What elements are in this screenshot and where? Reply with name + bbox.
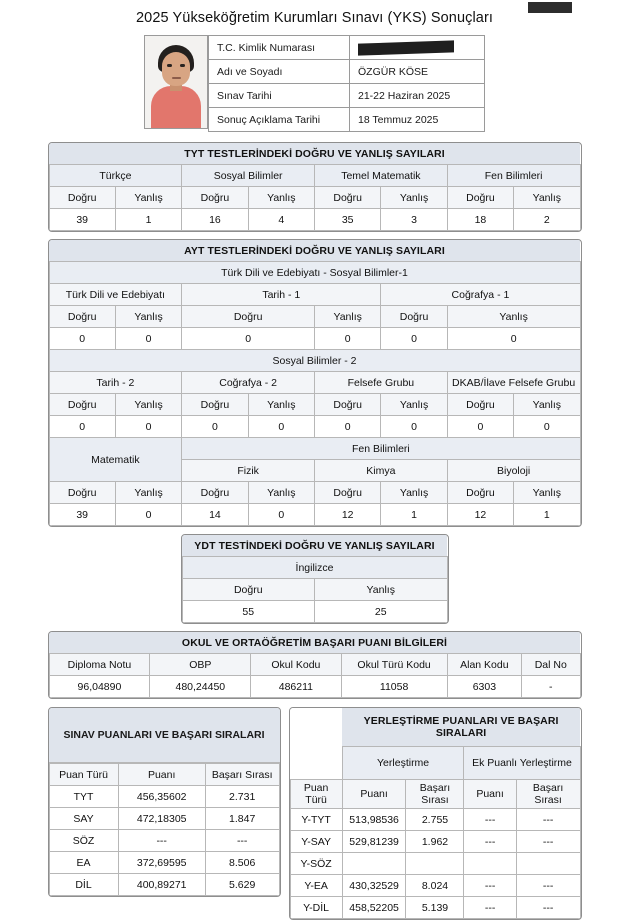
exam-row-dil-sira: 5.629 bbox=[205, 874, 279, 896]
ayt-header: AYT TESTLERİNDEKİ DOĞRU VE YANLIŞ SAYILARI bbox=[49, 240, 580, 262]
redaction-bar-tckn bbox=[358, 40, 454, 55]
ydt-header: YDT TESTİNDEKİ DOĞRU VE YANLIŞ SAYILARI bbox=[182, 535, 447, 557]
placement-col-ek-puani: Puanı bbox=[464, 780, 516, 809]
exam-col-puan-turu: Puan Türü bbox=[49, 764, 118, 786]
ayt-value-tarih1-yanlis: 0 bbox=[315, 328, 381, 350]
ayt-box bbox=[48, 239, 582, 527]
ayt-subject-biyoloji: Biyoloji bbox=[447, 460, 580, 482]
tyt-value-sosyal-dogru: 16 bbox=[182, 209, 248, 231]
ayt-g1-col-dogru-3: Doğru bbox=[381, 306, 447, 328]
table-row bbox=[49, 830, 279, 852]
tyt-subject-turkce: Türkçe bbox=[49, 165, 182, 187]
tyt-col-yanlis-3: Yanlış bbox=[381, 187, 447, 209]
table-row bbox=[49, 394, 580, 416]
ayt-g1-col-dogru-2: Doğru bbox=[182, 306, 315, 328]
photo-eye-left bbox=[167, 64, 172, 67]
tyt-value-turkce-yanlis: 1 bbox=[115, 209, 181, 231]
placement-row-ydil-ek-puan: --- bbox=[464, 897, 516, 919]
placement-group-yerlestirme: Yerleştirme bbox=[342, 747, 464, 780]
ayt-value-edebiyat-dogru: 0 bbox=[49, 328, 115, 350]
ayt-subject-felsefe: Felsefe Grubu bbox=[315, 372, 448, 394]
exam-row-say-puan: 472,18305 bbox=[118, 808, 205, 830]
tyt-col-dogru-1: Doğru bbox=[49, 187, 115, 209]
placement-row-ydil-puan: 458,52205 bbox=[342, 897, 406, 919]
placement-row-ytyt-sira: 2.755 bbox=[406, 809, 464, 831]
ayt-value-cografya2-dogru: 0 bbox=[182, 416, 248, 438]
ydt-box bbox=[181, 534, 449, 624]
table-row bbox=[182, 579, 447, 601]
placement-row-yea-sira: 8.024 bbox=[406, 875, 464, 897]
candidate-photo bbox=[144, 35, 208, 129]
placement-row-ydil-ek-sira: --- bbox=[516, 897, 580, 919]
table-row bbox=[209, 60, 485, 84]
school-box bbox=[48, 631, 582, 699]
tyt-value-fen-dogru: 18 bbox=[447, 209, 513, 231]
ayt-value-edebiyat-yanlis: 0 bbox=[115, 328, 181, 350]
placement-col-ek-basari-sirasi: Başarı Sırası bbox=[516, 780, 580, 809]
ayt-g3-col-yanlis-1: Yanlış bbox=[115, 482, 181, 504]
ayt-value-fizik-dogru: 14 bbox=[182, 504, 248, 526]
tyt-value-sosyal-yanlis: 4 bbox=[248, 209, 314, 231]
table-row bbox=[49, 350, 580, 372]
placement-scores-table bbox=[290, 708, 581, 919]
ayt-g1-col-yanlis-3: Yanlış bbox=[447, 306, 580, 328]
ayt-value-cografya1-dogru: 0 bbox=[381, 328, 447, 350]
placement-row-ydil-tur: Y-DİL bbox=[290, 897, 342, 919]
ayt-group3-title: Fen Bilimleri bbox=[182, 438, 580, 460]
photo-body-shape bbox=[151, 86, 201, 128]
ayt-g1-col-dogru-1: Doğru bbox=[49, 306, 115, 328]
table-row bbox=[290, 831, 580, 853]
tyt-header: TYT TESTLERİNDEKİ DOĞRU VE YANLIŞ SAYILARI bbox=[49, 143, 580, 165]
identity-label-name: Adı ve Soyadı bbox=[209, 60, 350, 84]
table-row bbox=[209, 108, 485, 132]
table-row bbox=[290, 897, 580, 919]
ayt-subject-tarih1: Tarih - 1 bbox=[182, 284, 381, 306]
ayt-g2-col-yanlis-2: Yanlış bbox=[248, 394, 314, 416]
ydt-language: İngilizce bbox=[182, 557, 447, 579]
ayt-g2-col-dogru-1: Doğru bbox=[49, 394, 115, 416]
ayt-value-tarih1-dogru: 0 bbox=[182, 328, 315, 350]
ayt-g3-col-yanlis-2: Yanlış bbox=[248, 482, 314, 504]
ayt-table bbox=[49, 240, 581, 526]
school-value-okul-kodu: 486211 bbox=[251, 676, 341, 698]
page-title: 2025 Yükseköğretim Kurumları Sınavı (YKS) Sonuçları bbox=[135, 10, 494, 26]
placement-row-ysoz-sira bbox=[406, 853, 464, 875]
school-value-okul-turu-kodu: 11058 bbox=[341, 676, 447, 698]
table-row bbox=[49, 632, 580, 654]
placement-row-ytyt-ek-puan: --- bbox=[464, 809, 516, 831]
ayt-subject-fizik: Fizik bbox=[182, 460, 315, 482]
ayt-subject-dkab: DKAB/İlave Felsefe Grubu bbox=[447, 372, 580, 394]
tyt-value-turkce-dogru: 39 bbox=[49, 209, 115, 231]
tyt-col-dogru-4: Doğru bbox=[447, 187, 513, 209]
placement-row-ysay-sira: 1.962 bbox=[406, 831, 464, 853]
redaction-bar-top bbox=[528, 2, 572, 13]
tyt-value-fen-yanlis: 2 bbox=[514, 209, 580, 231]
table-row bbox=[49, 328, 580, 350]
placement-row-yea-ek-sira: --- bbox=[516, 875, 580, 897]
table-row bbox=[290, 747, 580, 780]
placement-row-ysoz-ek-sira bbox=[516, 853, 580, 875]
ayt-value-dkab-dogru: 0 bbox=[447, 416, 513, 438]
placement-row-ysoz-ek-puan bbox=[464, 853, 516, 875]
photo-eye-right bbox=[180, 64, 185, 67]
school-col-obp: OBP bbox=[150, 654, 251, 676]
exam-scores-section bbox=[48, 707, 281, 920]
tyt-table bbox=[49, 143, 581, 231]
school-value-obp: 480,24450 bbox=[150, 676, 251, 698]
exam-row-say-tur: SAY bbox=[49, 808, 118, 830]
table-row bbox=[49, 416, 580, 438]
placement-row-ytyt-tur: Y-TYT bbox=[290, 809, 342, 831]
placement-scores-box bbox=[289, 707, 582, 920]
ayt-subject-tarih2: Tarih - 2 bbox=[49, 372, 182, 394]
ayt-subject-edebiyat: Türk Dili ve Edebiyatı bbox=[49, 284, 182, 306]
tyt-col-dogru-3: Doğru bbox=[315, 187, 381, 209]
placement-row-ysoz-tur: Y-SÖZ bbox=[290, 853, 342, 875]
photo-mouth bbox=[172, 77, 181, 79]
exam-scores-title: SINAV PUANLARI VE BAŞARI SIRALARI bbox=[49, 708, 280, 763]
ayt-g2-col-dogru-3: Doğru bbox=[315, 394, 381, 416]
school-col-alan-kodu: Alan Kodu bbox=[447, 654, 521, 676]
placement-row-yea-tur: Y-EA bbox=[290, 875, 342, 897]
exam-row-ea-tur: EA bbox=[49, 852, 118, 874]
ayt-value-cografya1-yanlis: 0 bbox=[447, 328, 580, 350]
exam-scores-box bbox=[48, 707, 281, 897]
table-row bbox=[49, 654, 580, 676]
ayt-g2-col-dogru-4: Doğru bbox=[447, 394, 513, 416]
table-row bbox=[49, 187, 580, 209]
identity-block bbox=[24, 35, 605, 132]
tyt-section bbox=[48, 142, 582, 232]
ayt-g1-col-yanlis-2: Yanlış bbox=[315, 306, 381, 328]
placement-row-ysay-tur: Y-SAY bbox=[290, 831, 342, 853]
ayt-group2-title: Sosyal Bilimler - 2 bbox=[49, 350, 580, 372]
ayt-g2-col-yanlis-4: Yanlış bbox=[514, 394, 580, 416]
table-row bbox=[49, 852, 279, 874]
table-row bbox=[49, 438, 580, 460]
table-row bbox=[49, 786, 279, 808]
ydt-col-dogru: Doğru bbox=[182, 579, 315, 601]
tyt-col-yanlis-4: Yanlış bbox=[514, 187, 580, 209]
table-row bbox=[49, 165, 580, 187]
ayt-value-kimya-yanlis: 1 bbox=[381, 504, 447, 526]
ayt-g3-col-yanlis-3: Yanlış bbox=[381, 482, 447, 504]
exam-col-basari-sirasi: Başarı Sırası bbox=[205, 764, 279, 786]
table-row bbox=[49, 306, 580, 328]
identity-label-announce-date: Sonuç Açıklama Tarihi bbox=[209, 108, 350, 132]
placement-row-ytyt-puan: 513,98536 bbox=[342, 809, 406, 831]
placement-scores-title: YERLEŞTİRME PUANLARI VE BAŞARI SIRALARI bbox=[342, 708, 580, 747]
table-row bbox=[290, 708, 580, 747]
ayt-value-tarih2-dogru: 0 bbox=[49, 416, 115, 438]
ayt-value-biyoloji-yanlis: 1 bbox=[514, 504, 580, 526]
ayt-value-felsefe-yanlis: 0 bbox=[381, 416, 447, 438]
tyt-col-dogru-2: Doğru bbox=[182, 187, 248, 209]
school-value-alan-kodu: 6303 bbox=[447, 676, 521, 698]
table-row bbox=[182, 535, 447, 557]
ydt-col-yanlis: Yanlış bbox=[315, 579, 448, 601]
table-row bbox=[49, 676, 580, 698]
table-row bbox=[290, 809, 580, 831]
identity-label-exam-date: Sınav Tarihi bbox=[209, 84, 350, 108]
ayt-value-biyoloji-dogru: 12 bbox=[447, 504, 513, 526]
school-col-diploma: Diploma Notu bbox=[49, 654, 150, 676]
school-header: OKUL VE ORTAÖĞRETİM BAŞARI PUANI BİLGİLERİ bbox=[49, 632, 580, 654]
placement-row-yea-ek-puan: --- bbox=[464, 875, 516, 897]
exam-row-ea-sira: 8.506 bbox=[205, 852, 279, 874]
exam-row-tyt-puan: 456,35602 bbox=[118, 786, 205, 808]
ayt-g3-col-dogru-4: Doğru bbox=[447, 482, 513, 504]
ayt-value-tarih2-yanlis: 0 bbox=[115, 416, 181, 438]
ayt-g3-col-dogru-3: Doğru bbox=[315, 482, 381, 504]
ayt-subject-cografya2: Coğrafya - 2 bbox=[182, 372, 315, 394]
ayt-g3-col-dogru-2: Doğru bbox=[182, 482, 248, 504]
identity-label-tckn: T.C. Kimlik Numarası bbox=[209, 36, 350, 60]
placement-row-ytyt-ek-sira: --- bbox=[516, 809, 580, 831]
ayt-value-dkab-yanlis: 0 bbox=[514, 416, 580, 438]
school-section bbox=[48, 631, 582, 699]
ayt-value-cografya2-yanlis: 0 bbox=[248, 416, 314, 438]
placement-row-yea-puan: 430,32529 bbox=[342, 875, 406, 897]
tyt-box bbox=[48, 142, 582, 232]
exam-row-dil-tur: DİL bbox=[49, 874, 118, 896]
ayt-group1-title: Türk Dili ve Edebiyatı - Sosyal Bilimler-1 bbox=[49, 262, 580, 284]
exam-row-soz-puan: --- bbox=[118, 830, 205, 852]
identity-table bbox=[208, 35, 485, 132]
identity-value-tckn bbox=[350, 36, 485, 60]
exam-row-tyt-sira: 2.731 bbox=[205, 786, 279, 808]
ydt-section bbox=[181, 534, 449, 624]
ayt-value-matematik-dogru: 39 bbox=[49, 504, 115, 526]
table-row bbox=[290, 853, 580, 875]
ayt-g1-col-yanlis-1: Yanlış bbox=[115, 306, 181, 328]
placement-row-ysay-ek-sira: --- bbox=[516, 831, 580, 853]
school-value-dal-no: - bbox=[522, 676, 580, 698]
school-col-okul-turu-kodu: Okul Türü Kodu bbox=[341, 654, 447, 676]
table-row bbox=[209, 84, 485, 108]
identity-value-name: ÖZGÜR KÖSE bbox=[350, 60, 485, 84]
ayt-value-matematik-yanlis: 0 bbox=[115, 504, 181, 526]
exam-row-dil-puan: 400,89271 bbox=[118, 874, 205, 896]
ayt-subject-kimya: Kimya bbox=[315, 460, 448, 482]
tyt-col-yanlis-2: Yanlış bbox=[248, 187, 314, 209]
photo-face-shape bbox=[162, 52, 190, 86]
identity-value-announce-date: 18 Temmuz 2025 bbox=[350, 108, 485, 132]
ayt-subject-matematik: Matematik bbox=[49, 438, 182, 482]
ayt-g2-col-dogru-2: Doğru bbox=[182, 394, 248, 416]
ayt-section bbox=[48, 239, 582, 527]
placement-col-puan-turu: Puan Türü bbox=[290, 780, 342, 809]
tyt-subject-matematik: Temel Matematik bbox=[315, 165, 448, 187]
table-row bbox=[49, 284, 580, 306]
tyt-value-matematik-yanlis: 3 bbox=[381, 209, 447, 231]
exam-row-soz-tur: SÖZ bbox=[49, 830, 118, 852]
table-row bbox=[49, 808, 279, 830]
tyt-subject-sosyal: Sosyal Bilimler bbox=[182, 165, 315, 187]
exam-col-puani: Puanı bbox=[118, 764, 205, 786]
table-row bbox=[49, 372, 580, 394]
placement-col-puani: Puanı bbox=[342, 780, 406, 809]
ayt-value-felsefe-dogru: 0 bbox=[315, 416, 381, 438]
tyt-col-yanlis-1: Yanlış bbox=[115, 187, 181, 209]
table-row bbox=[182, 557, 447, 579]
identity-value-exam-date: 21-22 Haziran 2025 bbox=[350, 84, 485, 108]
placement-col-basari-sirasi: Başarı Sırası bbox=[406, 780, 464, 809]
exam-row-say-sira: 1.847 bbox=[205, 808, 279, 830]
placement-scores-section bbox=[289, 707, 582, 920]
placement-row-ydil-sira: 5.139 bbox=[406, 897, 464, 919]
table-row bbox=[49, 240, 580, 262]
school-table bbox=[49, 632, 581, 698]
placement-row-ysoz-puan bbox=[342, 853, 406, 875]
exam-row-soz-sira: --- bbox=[205, 830, 279, 852]
ayt-subject-cografya1: Coğrafya - 1 bbox=[381, 284, 580, 306]
ydt-table bbox=[182, 535, 448, 623]
table-row bbox=[49, 143, 580, 165]
exam-row-ea-puan: 372,69595 bbox=[118, 852, 205, 874]
table-row bbox=[49, 209, 580, 231]
scores-area bbox=[48, 707, 582, 920]
table-row bbox=[49, 504, 580, 526]
ayt-g3-col-yanlis-4: Yanlış bbox=[514, 482, 580, 504]
exam-scores-table bbox=[49, 763, 280, 896]
ydt-value-yanlis: 25 bbox=[315, 601, 448, 623]
placement-group-ek-puanli: Ek Puanlı Yerleştirme bbox=[464, 747, 580, 780]
placement-row-ysay-ek-puan: --- bbox=[464, 831, 516, 853]
exam-row-tyt-tur: TYT bbox=[49, 786, 118, 808]
tyt-subject-fen: Fen Bilimleri bbox=[447, 165, 580, 187]
table-row bbox=[290, 780, 580, 809]
tyt-value-matematik-dogru: 35 bbox=[315, 209, 381, 231]
ayt-value-kimya-dogru: 12 bbox=[315, 504, 381, 526]
table-row bbox=[49, 764, 279, 786]
ayt-g2-col-yanlis-3: Yanlış bbox=[381, 394, 447, 416]
ayt-g3-col-dogru-1: Doğru bbox=[49, 482, 115, 504]
table-row bbox=[49, 262, 580, 284]
table-row bbox=[182, 601, 447, 623]
placement-row-ysay-puan: 529,81239 bbox=[342, 831, 406, 853]
school-value-diploma: 96,04890 bbox=[49, 676, 150, 698]
table-row bbox=[209, 36, 485, 60]
table-row bbox=[49, 874, 279, 896]
school-col-okul-kodu: Okul Kodu bbox=[251, 654, 341, 676]
ayt-g2-col-yanlis-1: Yanlış bbox=[115, 394, 181, 416]
ayt-value-fizik-yanlis: 0 bbox=[248, 504, 314, 526]
school-col-dal-no: Dal No bbox=[522, 654, 580, 676]
ydt-value-dogru: 55 bbox=[182, 601, 315, 623]
table-row bbox=[49, 482, 580, 504]
table-row bbox=[290, 875, 580, 897]
